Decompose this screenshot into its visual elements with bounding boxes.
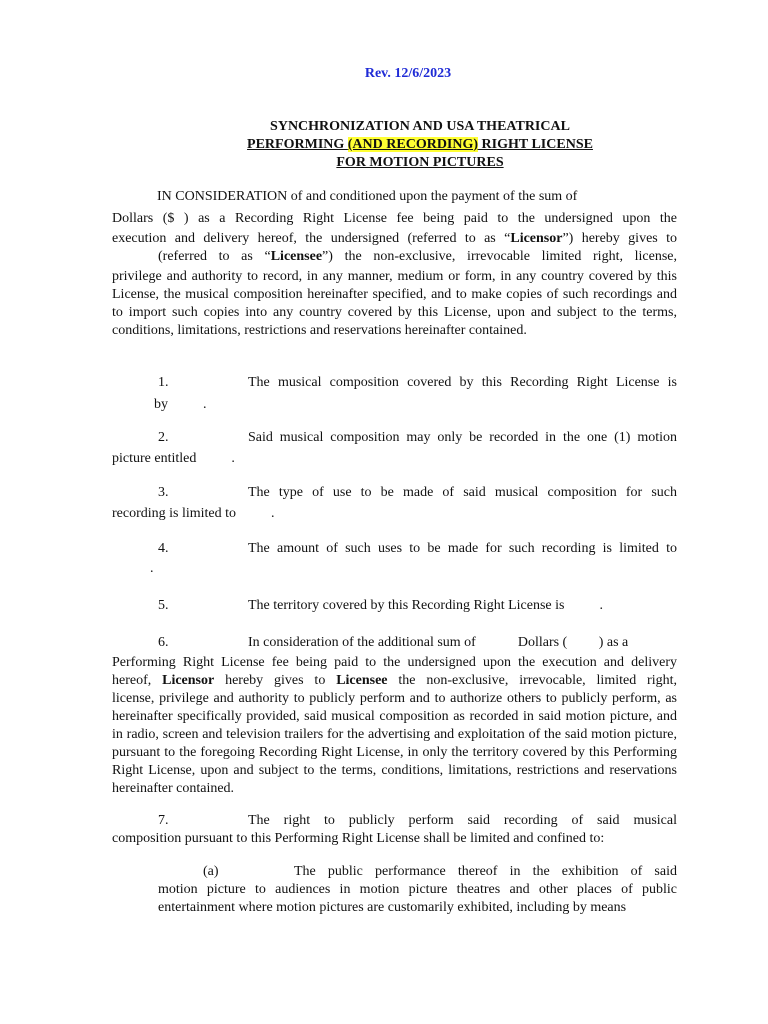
- item-3-cont: recording is limited to .: [112, 506, 275, 521]
- item-4-text: The amount of such uses to be made for such recording is limited to: [248, 541, 677, 556]
- item-3-text: The type of use to be made of said musical composition for such: [248, 485, 677, 500]
- intro-body: privilege and authority to record, in any manner, medium or form, in any country covered by this License, the musical composition hereinafter specified, and to make copies of such recordings and to import such copies into any country covered by this License, upon and subject to the terms, conditions, limitations, restrictions and reservations hereinafter contained.: [112, 269, 677, 338]
- title-line-2: PERFORMING (AND RECORDING) RIGHT LICENSE: [247, 137, 593, 152]
- item-4-number: 4.: [158, 541, 169, 556]
- title-line-3: FOR MOTION PICTURES: [336, 155, 504, 170]
- item-7-number: 7.: [158, 813, 169, 828]
- intro-line-4: (referred to as “Licensee”) the non-exclusive, irrevocable limited right, license,: [158, 249, 677, 264]
- item-4-cont: .: [150, 561, 154, 576]
- item-6-number: 6.: [158, 635, 169, 650]
- item-7-text: The right to publicly perform said recording of said musical: [248, 813, 677, 828]
- item-1-cont: by .: [154, 397, 207, 412]
- item-a-number: (a): [203, 864, 219, 879]
- item-5-text: The territory covered by this Recording Right License is .: [248, 598, 603, 613]
- item-2-cont: picture entitled .: [112, 451, 235, 466]
- title-line-1: SYNCHRONIZATION AND USA THEATRICAL: [270, 119, 570, 134]
- intro-line-1: IN CONSIDERATION of and conditioned upon the payment of the sum of: [157, 189, 578, 204]
- highlighted-text: (AND RECORDING): [347, 137, 479, 152]
- intro-line-3: execution and delivery hereof, the undersigned (referred to as “Licensor”) hereby gives to: [112, 231, 677, 246]
- item-5-number: 5.: [158, 598, 169, 613]
- item-7-cont: composition pursuant to this Performing Right License shall be limited and confined to:: [112, 831, 605, 846]
- intro-line-2: Dollars ($ ) as a Recording Right License fee being paid to the undersigned upon the: [112, 211, 677, 226]
- item-1-number: 1.: [158, 375, 169, 390]
- item-a-body: motion picture to audiences in motion picture theatres and other places of public entertainment where motion pictures are customarily exhibited, including by means: [158, 882, 677, 915]
- item-a-text: The public performance thereof in the exhibition of said: [294, 864, 677, 879]
- item-2-text: Said musical composition may only be recorded in the one (1) motion: [248, 430, 677, 445]
- document-title: [160, 118, 680, 172]
- item-6-text: In consideration of the additional sum of Dollars ( ) as a: [248, 635, 629, 650]
- revision-date: Rev. 12/6/2023: [364, 66, 452, 81]
- item-6-line-2: Performing Right License fee being paid to the undersigned upon the execution and delivery: [112, 655, 677, 670]
- item-2-number: 2.: [158, 430, 169, 445]
- item-3-number: 3.: [158, 485, 169, 500]
- item-6-line-3: hereof, Licensor hereby gives to Licensee the non-exclusive, irrevocable, limited right,: [112, 673, 677, 688]
- item-1-text: The musical composition covered by this Recording Right License is: [248, 375, 677, 390]
- item-6-body: license, privilege and authority to publicly perform and to authorize others to publicly perform, as hereinafter specifically provided, said musical composition as recorded in said motion picture, and in radio, screen and television trailers for the advertising and exploitation of the said motion picture, pursuant to the foregoing Recording Right License, in only the territory covered by this Performing Right License, upon and subject to the terms, conditions, limitations, restrictions and reservations hereinafter contained.: [112, 691, 677, 796]
